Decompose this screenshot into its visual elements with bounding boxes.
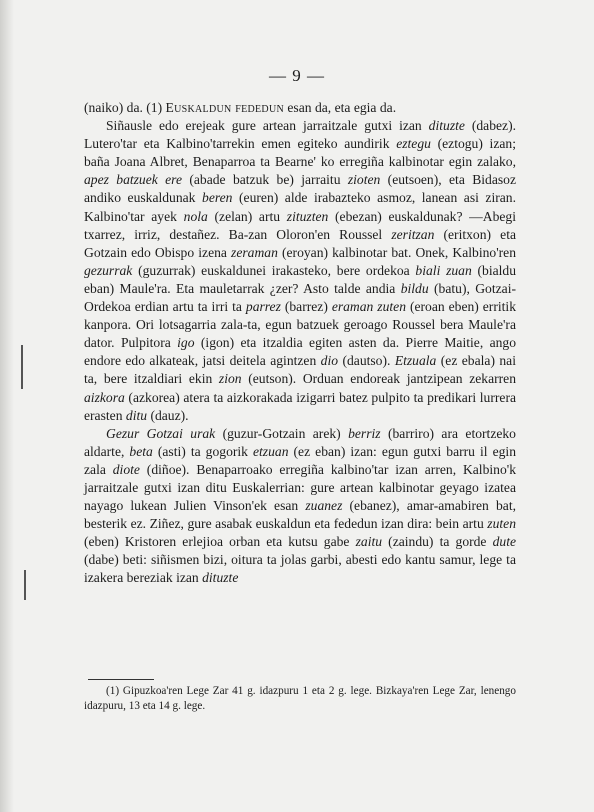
italic-term: Gezur Gotzai urak <box>106 425 216 441</box>
italic-term: biali zuan <box>415 262 472 278</box>
page-number: — 9 — <box>269 66 325 85</box>
paragraph: (naiko) da. (1) Euskaldun fededun esan da, eta egia da. <box>84 100 397 115</box>
paragraph: Gezur Gotzai urak (guzur-Gotzain arek) berriz (barriro) ara etortzeko aldarte, beta (asti) ta gogorik etzuan (ez eban) izan: egun gutxi barru il egin zala diote (diñoe). Benaparroako erregiña kalbino'tar izan arren, Kalbino'k jarraitzale gutxi izan ditu Euskalerrian: gure artean kalbinotar geyago izatea nayago lukean Julien Vinson'ek esan zuanez (ebanez), amar-amabiren bat, besterik ez. Ziñez, gure asabak euskaldun eta fededun izan dira: bein artu zuten (eben) Kristoren erlejioa orban eta kutsu gabe zaitu (zaindu) ta gorde dute (dabe) beti: siñismen bizi, oitura ta jolas garbi, abesti edo kantu samur, lege ta izakera bereziak izan dituzte <box>84 425 516 586</box>
italic-term: diote <box>112 461 140 477</box>
footnote-rule <box>88 679 154 680</box>
italic-term: eraman zuten <box>331 299 406 315</box>
italic-term: beta <box>129 443 153 459</box>
italic-term: bildu <box>400 280 429 296</box>
italic-term: dituzte <box>202 570 239 586</box>
italic-term: etzuan <box>253 443 289 459</box>
footnote-text: (1) Gipuzkoa'ren Lege Zar 41 g. idazpuru 1 eta 2 g. lege. Bizkaya'ren Lege Zar, lenengo idazpuru, 13 eta 14 g. lege. <box>84 685 516 712</box>
italic-term: dio <box>320 353 339 369</box>
italic-term: zeritzan <box>391 226 435 242</box>
paragraph: Siñausle edo erejeak gure artean jarraitzale gutxi izan dituzte (dabez). Lutero'tar eta Kalbino'tarrekin emen egiteko aundirik eztegu (eztogu) izan; baña Joana Albret, Benaparroa ta Bearne' ko erregiña kalbinotar egin zalako, apez batzuek ere (abade batzuk be) jarraitu zioten (eutsoen), eta Bidasoz andiko euskaldunak beren (euren) alde irabazteko asmoz, lanean asi ziran. Kalbino'tar ayek nola (zelan) artu zituzten (ebezan) euskaldunak? —Abegi txarrez, irriz, destañez. Ba-zan Oloron'en Roussel zeritzan (eritxon) eta Gotzain edo Obispo izena zeraman (eroyan) kalbinotar bat. Onek, Kalbino'ren gezurrak (guzurrak) euskaldunei irakasteko, bere ordekoa biali zuan (bialdu eban) Maule'ra. Eta mauletarrak ¿zer? Asto talde andia bildu (batu), Gotzai-Ordekoa erdian artu ta irri ta parrez (barrez) eraman zuten (eroan eben) erritik kanpora. Ori lotsagarria zala-ta, egun batzuek geroago Roussel bera Maule'ra dator. Pulpitora igo (igon) eta itzaldia egiten asten da. Pierre Maitie, ango endore edo alkateak, jatsi deitela agintzen dio (dautso). Etzuala (ez ebala) nai ta, bere itzaldiari ekin zion (eutson). Orduan endoreak jantzipean zekarren aizkora (azkorea) atera ta aizkorakada izigarri batez pulpito ta predikari lurrera erasten ditu (dauz). <box>84 118 517 423</box>
italic-term: parrez <box>245 299 281 315</box>
italic-term: apez batzuek ere <box>84 172 183 188</box>
italic-term: zuten <box>487 516 516 532</box>
italic-term: gezurrak <box>84 262 133 278</box>
italic-term: aizkora <box>84 389 125 405</box>
italic-term: dituzte <box>428 118 465 134</box>
italic-term: ditu <box>125 407 148 423</box>
italic-term: igo <box>177 335 195 351</box>
body-text <box>84 99 516 588</box>
italic-term: nola <box>183 208 208 224</box>
italic-term: dute <box>492 534 516 550</box>
italic-term: zion <box>218 371 242 387</box>
italic-term: zioten <box>347 172 381 188</box>
footnote <box>84 684 516 714</box>
italic-term: zaitu <box>355 534 383 550</box>
italic-term: berriz <box>348 425 381 441</box>
italic-term: beren <box>202 190 233 206</box>
italic-term: zeraman <box>231 244 278 260</box>
italic-term: eztegu <box>396 136 431 152</box>
italic-term: zituzten <box>286 208 329 224</box>
page-edge-shadow <box>0 0 14 812</box>
margin-mark <box>24 570 26 600</box>
italic-term: Etzuala <box>394 353 437 369</box>
margin-mark <box>21 345 23 389</box>
italic-term: zuanez <box>305 498 343 514</box>
small-caps-term: Euskaldun fededun <box>165 100 284 115</box>
